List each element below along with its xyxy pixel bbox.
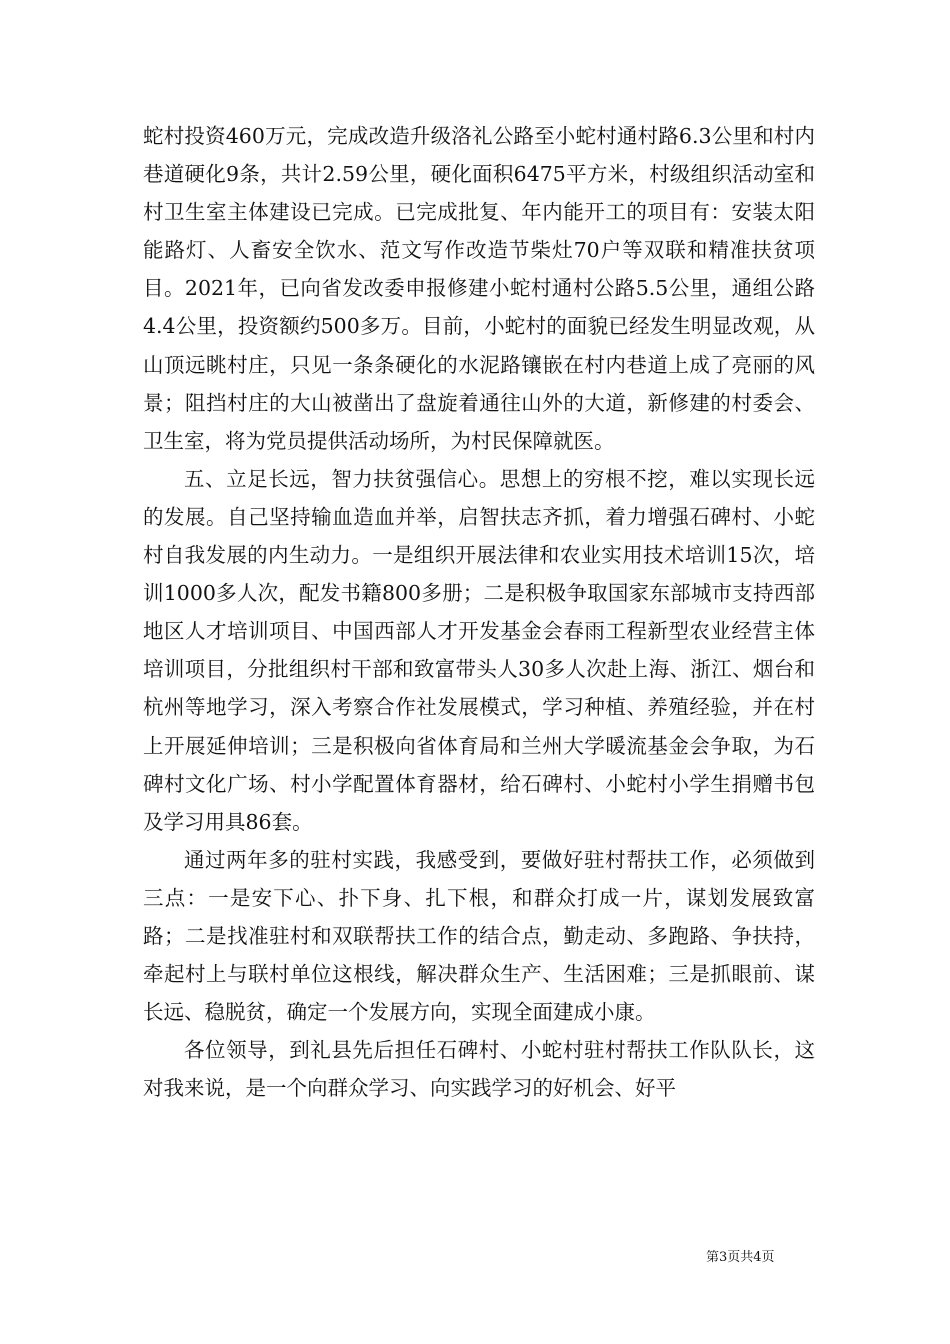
page-number: 第3页共4页	[706, 1250, 775, 1265]
paragraph-2: 五、立足长远，智力扶贫强信心。思想上的穷根不挖，难以实现长远的发展。自己坚持输血造血并举，启智扶志齐抓，着力增强石碑村、小蛇村自我发展的内生动力。一是组织开展法律和农业实用技术培训15次，培训1000多人次，配发书籍800多册；二是积极争取国家东部城市支持西部地区人才培训项目、中国西部人才开发基金会春雨工程新型农业经营主体培训项目，分批组织村干部和致富带头人30多人次赴上海、浙江、烟台和杭州等地学习，深入考察合作社发展模式，学习种植、养殖经验，并在村上开展延伸培训；三是积极向省体育局和兰州大学暖流基金会争取，为石碑村文化广场、村小学配置体育器材，给石碑村、小蛇村小学生捐赠书包及学习用具86套。	[143, 466, 815, 834]
document-body	[143, 117, 815, 1107]
paragraph-4: 各位领导，到礼县先后担任石碑村、小蛇村驻村帮扶工作队队长，这对我来说，是一个向群众学习、向实践学习的好机会、好平	[143, 1038, 815, 1101]
paragraph-1: 蛇村投资460万元，完成改造升级洛礼公路至小蛇村通村路6.3公里和村内巷道硬化9条，共计2.59公里，硬化面积6475平方米，村级组织活动室和村卫生室主体建设已完成。已完成批复、年内能开工的项目有：安装太阳能路灯、人畜安全饮水、范文写作改造节柴灶70户等双联和精准扶贫项目。2021年，已向省发改委申报修建小蛇村通村公路5.5公里，通组公路4.4公里，投资额约500多万。目前，小蛇村的面貌已经发生明显改观，从山顶远眺村庄，只见一条条硬化的水泥路镶嵌在村内巷道上成了亮丽的风景；阻挡村庄的大山被凿出了盘旋着通往山外的大道，新修建的村委会、卫生室，将为党员提供活动场所，为村民保障就医。	[143, 124, 815, 453]
paragraph-3: 通过两年多的驻村实践，我感受到，要做好驻村帮扶工作，必须做到三点：一是安下心、扑下身、扎下根，和群众打成一片，谋划发展致富路；二是找准驻村和双联帮扶工作的结合点，勤走动、多跑路、争扶持，牵起村上与联村单位这根线，解决群众生产、生活困难；三是抓眼前、谋长远、稳脱贫，确定一个发展方向，实现全面建成小康。	[143, 847, 815, 1025]
